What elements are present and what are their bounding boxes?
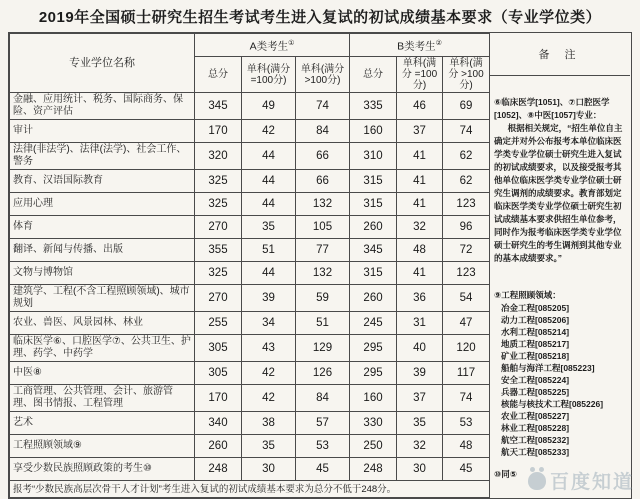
- score-cell: 53: [443, 412, 490, 435]
- score-cell: 34: [242, 312, 296, 335]
- score-cell: 45: [296, 458, 350, 481]
- score-cell: 77: [296, 239, 350, 262]
- score-cell: 30: [397, 458, 443, 481]
- score-cell: 340: [195, 412, 242, 435]
- remark-list-item: 船舶与海洋工程[085223]: [501, 363, 595, 373]
- remark-note2: [494, 289, 626, 458]
- degree-name-cell: 文物与博物馆: [10, 262, 195, 285]
- score-cell: 248: [195, 458, 242, 481]
- remark-list-item: 水利工程[085214]: [501, 327, 570, 337]
- table-row: [10, 335, 490, 362]
- degree-name-cell: 建筑学、工程(不含工程照顾领域)、城市规划: [10, 285, 195, 312]
- table-header: [10, 34, 490, 93]
- score-cell: 170: [195, 120, 242, 143]
- footer-row: [10, 481, 490, 498]
- score-cell: 39: [397, 362, 443, 385]
- table-row: [10, 412, 490, 435]
- score-cell: 66: [296, 143, 350, 170]
- score-cell: 62: [443, 170, 490, 193]
- remark-list: [494, 302, 626, 458]
- score-cell: 105: [296, 216, 350, 239]
- score-cell: 74: [443, 120, 490, 143]
- score-cell: 74: [443, 385, 490, 412]
- degree-name-cell: 农业、兽医、风景园林、林业: [10, 312, 195, 335]
- score-cell: 37: [397, 120, 443, 143]
- remark-list-item: 地质工程[085217]: [501, 339, 570, 349]
- table-row: [10, 216, 490, 239]
- score-cell: 132: [296, 262, 350, 285]
- score-cell: 345: [195, 93, 242, 120]
- score-cell: 49: [242, 93, 296, 120]
- score-cell: 66: [296, 170, 350, 193]
- score-cell: 132: [296, 193, 350, 216]
- degree-name-cell: 艺术: [10, 412, 195, 435]
- score-cell: 120: [443, 335, 490, 362]
- score-cell: 117: [443, 362, 490, 385]
- score-cell: 51: [242, 239, 296, 262]
- degree-name-cell: 金融、应用统计、税务、国际商务、保险、资产评估: [10, 93, 195, 120]
- score-cell: 126: [296, 362, 350, 385]
- score-cell: 69: [443, 93, 490, 120]
- score-cell: 330: [350, 412, 397, 435]
- score-cell: 355: [195, 239, 242, 262]
- score-cell: 35: [397, 412, 443, 435]
- table-row: [10, 312, 490, 335]
- score-cell: 41: [397, 143, 443, 170]
- remark-notes: [490, 76, 630, 498]
- remark-list-item: 冶金工程[085205]: [501, 303, 570, 313]
- score-cell: 248: [350, 458, 397, 481]
- score-cell: 59: [296, 285, 350, 312]
- remark-column: [489, 33, 630, 498]
- score-cell: 320: [195, 143, 242, 170]
- degree-name-cell: 体育: [10, 216, 195, 239]
- score-cell: 31: [397, 312, 443, 335]
- degree-name-cell: 审计: [10, 120, 195, 143]
- score-grid: [9, 33, 490, 498]
- score-cell: 123: [443, 262, 490, 285]
- score-cell: 44: [242, 170, 296, 193]
- table-row: [10, 285, 490, 312]
- table-row: [10, 193, 490, 216]
- remark-list-item: 航天工程[085233]: [501, 447, 570, 457]
- score-cell: 44: [242, 143, 296, 170]
- score-cell: 270: [195, 216, 242, 239]
- score-cell: 310: [350, 143, 397, 170]
- degree-name-cell: 工商管理、公共管理、会计、旅游管理、图书情报、工程管理: [10, 385, 195, 412]
- table-row: [10, 120, 490, 143]
- score-cell: 129: [296, 335, 350, 362]
- remark-list-item: 航空工程[085232]: [501, 435, 570, 445]
- score-cell: 41: [397, 193, 443, 216]
- score-cell: 325: [195, 262, 242, 285]
- remark-list-item: 矿业工程[085218]: [501, 351, 570, 361]
- degree-name-cell: 临床医学⑥、口腔医学⑦、公共卫生、护理、药学、中药学: [10, 335, 195, 362]
- score-cell: 44: [242, 262, 296, 285]
- score-cell: 315: [350, 262, 397, 285]
- remark-note1-body: 根据相关规定，“招生单位自主确定并对外公布报考本单位临床医学类专业学位硕士研究生进入复试的初试成绩要求，以及接受报考其他单位临床医学类专业学位硕士研究生调剂的成绩要求。教育部划定临床医学类专业学位硕士研究生初试成绩基本要求供招生单位参考，同时作为报考临床医学类专业学位硕士研究生的考生调剂到其他专业的基本成绩要求。”: [494, 123, 623, 263]
- score-cell: 51: [296, 312, 350, 335]
- remark-note3: ⑩同⑤: [494, 469, 517, 479]
- score-cell: 44: [242, 193, 296, 216]
- column-header-a-total: 总分: [195, 57, 242, 93]
- table-row: [10, 93, 490, 120]
- score-cell: 255: [195, 312, 242, 335]
- score-cell: 42: [242, 362, 296, 385]
- score-cell: 345: [350, 239, 397, 262]
- score-cell: 47: [443, 312, 490, 335]
- column-header-group-b: [350, 34, 490, 57]
- table-row: [10, 262, 490, 285]
- score-cell: 42: [242, 120, 296, 143]
- table-row: [10, 385, 490, 412]
- score-cell: 315: [350, 170, 397, 193]
- score-cell: 39: [242, 285, 296, 312]
- column-header-a-single-gt100: 单科(满分 >100分): [296, 57, 350, 93]
- score-cell: 325: [195, 193, 242, 216]
- score-cell: 32: [397, 216, 443, 239]
- score-cell: 96: [443, 216, 490, 239]
- column-header-b-single-gt100: 单科(满分 >100分): [443, 57, 490, 93]
- degree-name-cell: 中医⑧: [10, 362, 195, 385]
- table-row: [10, 458, 490, 481]
- table-footer: [10, 481, 490, 498]
- score-cell: 84: [296, 120, 350, 143]
- score-cell: 260: [350, 285, 397, 312]
- score-cell: 30: [242, 458, 296, 481]
- score-table-left: [9, 33, 489, 498]
- column-header-degree-name: 专业学位名称: [10, 34, 195, 93]
- remark-header: 备 注: [490, 33, 630, 76]
- score-cell: 295: [350, 335, 397, 362]
- score-cell: 48: [443, 435, 490, 458]
- degree-name-cell: 教育、汉语国际教育: [10, 170, 195, 193]
- remark-list-item: 林业工程[085228]: [501, 423, 570, 433]
- score-cell: 72: [443, 239, 490, 262]
- score-cell: 305: [195, 362, 242, 385]
- score-cell: 53: [296, 435, 350, 458]
- column-header-a-single-100: 单科(满分 =100分): [242, 57, 296, 93]
- degree-name-cell: 翻译、新闻与传播、出版: [10, 239, 195, 262]
- remark-note1-title: ⑥临床医学[1051]、⑦口腔医学[1052]、⑧中医[1057]专业：: [494, 97, 610, 120]
- score-cell: 250: [350, 435, 397, 458]
- degree-name-cell: 法律(非法学)、法律(法学)、社会工作、警务: [10, 143, 195, 170]
- remark-note2-title: ⑨工程照顾领域：: [494, 290, 561, 300]
- score-cell: 335: [350, 93, 397, 120]
- score-cell: 41: [397, 262, 443, 285]
- score-cell: 170: [195, 385, 242, 412]
- score-cell: 160: [350, 385, 397, 412]
- score-cell: 84: [296, 385, 350, 412]
- score-cell: 62: [443, 143, 490, 170]
- score-cell: 295: [350, 362, 397, 385]
- score-cell: 245: [350, 312, 397, 335]
- table-row: [10, 362, 490, 385]
- table-row: [10, 170, 490, 193]
- score-cell: 43: [242, 335, 296, 362]
- page-title: 2019年全国硕士研究生招生考试考生进入复试的初试成绩基本要求（专业学位类）: [38, 9, 602, 26]
- score-cell: 46: [397, 93, 443, 120]
- degree-name-cell: 应用心理: [10, 193, 195, 216]
- score-cell: 38: [242, 412, 296, 435]
- score-cell: 35: [242, 435, 296, 458]
- group-b-note-marker: ②: [435, 39, 442, 47]
- score-cell: 260: [195, 435, 242, 458]
- score-cell: 54: [443, 285, 490, 312]
- score-cell: 32: [397, 435, 443, 458]
- score-cell: 260: [350, 216, 397, 239]
- remark-list-item: 农业工程[085227]: [501, 411, 570, 421]
- score-cell: 42: [242, 385, 296, 412]
- score-cell: 41: [397, 170, 443, 193]
- degree-name-cell: 享受少数民族照顾政策的考生⑩: [10, 458, 195, 481]
- group-a-note-marker: ①: [288, 39, 295, 47]
- table-body: [10, 93, 490, 481]
- score-table: [8, 32, 632, 499]
- group-b-label: B类考生: [397, 40, 436, 53]
- score-cell: 74: [296, 93, 350, 120]
- remark-list-item: 安全工程[085224]: [501, 375, 570, 385]
- score-cell: 315: [350, 193, 397, 216]
- score-cell: 160: [350, 120, 397, 143]
- column-header-group-a: [195, 34, 350, 57]
- score-cell: 123: [443, 193, 490, 216]
- remark-list-item: 核能与核技术工程[085226]: [501, 399, 604, 409]
- score-cell: 57: [296, 412, 350, 435]
- minority-plan-note: 报考“少数民族高层次骨干人才计划”考生进入复试的初试成绩基本要求为总分不低于248分。: [10, 481, 490, 498]
- score-cell: 48: [397, 239, 443, 262]
- degree-name-cell: 工程照顾领域⑨: [10, 435, 195, 458]
- table-row: [10, 239, 490, 262]
- score-cell: 325: [195, 170, 242, 193]
- score-cell: 37: [397, 385, 443, 412]
- score-cell: 45: [443, 458, 490, 481]
- score-cell: 270: [195, 285, 242, 312]
- table-row: [10, 143, 490, 170]
- remark-list-item: 兵器工程[085225]: [501, 387, 570, 397]
- score-cell: 40: [397, 335, 443, 362]
- column-header-b-total: 总分: [350, 57, 397, 93]
- group-a-label: A类考生: [249, 40, 289, 53]
- score-cell: 305: [195, 335, 242, 362]
- column-header-b-single-100: 单科(满分 =100分): [397, 57, 443, 93]
- watermark-text: 百度知道: [549, 472, 634, 493]
- remark-list-item: 动力工程[085206]: [501, 315, 570, 325]
- table-row: [10, 435, 490, 458]
- score-cell: 35: [242, 216, 296, 239]
- score-cell: 36: [397, 285, 443, 312]
